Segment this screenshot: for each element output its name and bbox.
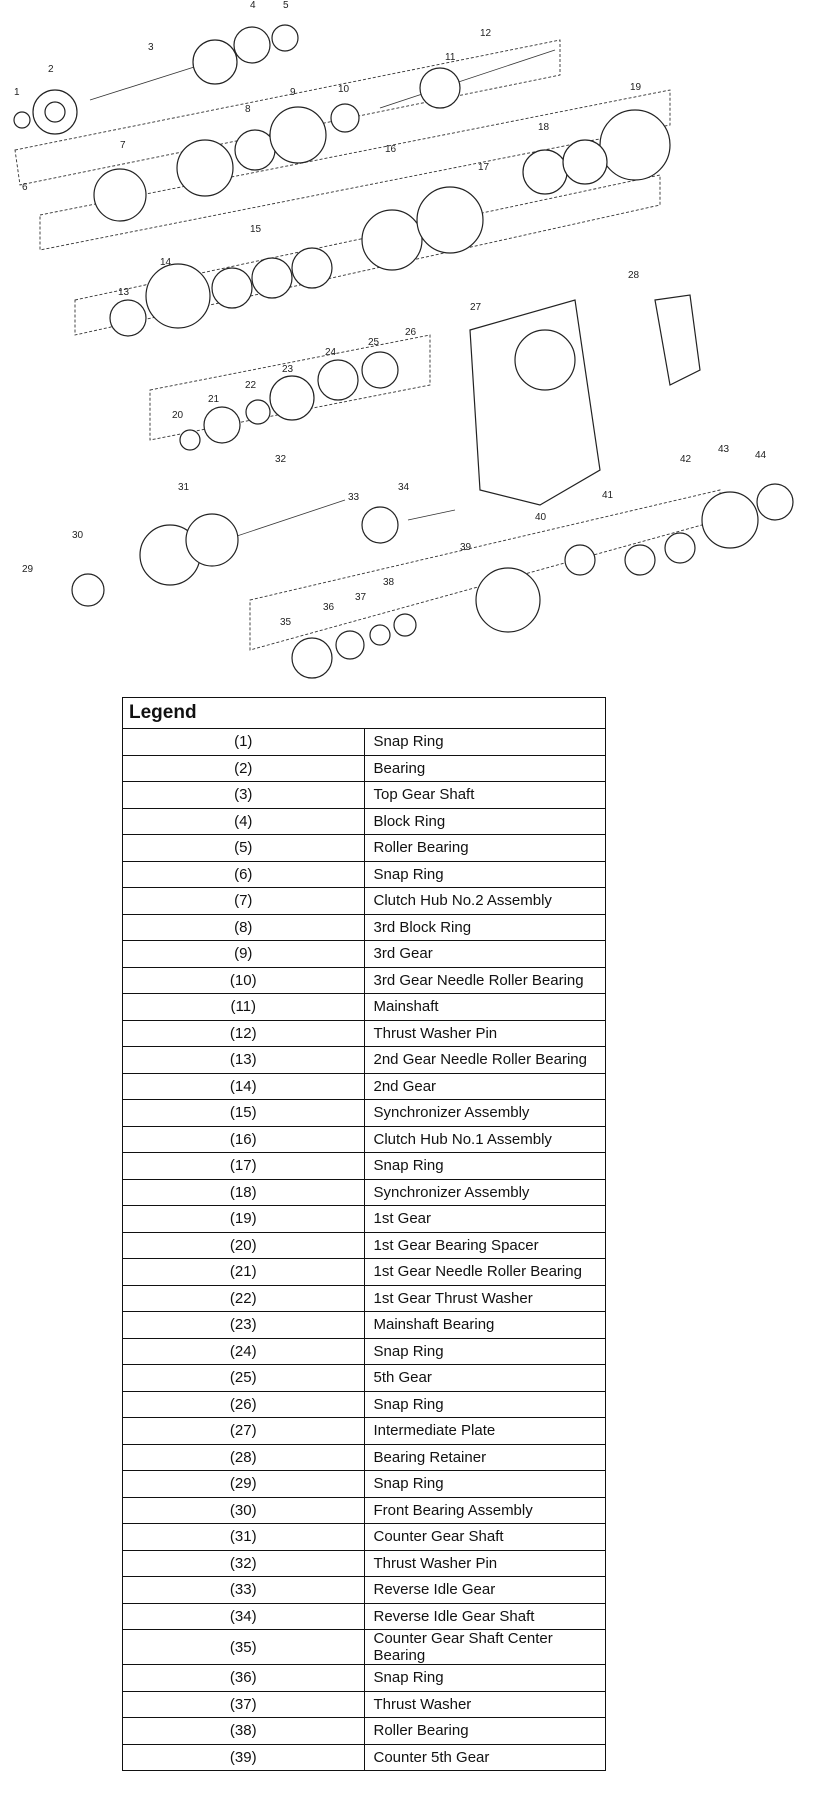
legend-number: (9) xyxy=(123,941,365,968)
callout-label: 20 xyxy=(172,410,184,421)
snap-ring-36-part xyxy=(336,631,364,659)
callout-label: 39 xyxy=(460,542,472,553)
callout-label: 38 xyxy=(383,577,395,588)
legend-number: (24) xyxy=(123,1338,365,1365)
callout-label: 43 xyxy=(718,444,730,455)
reverse-idle-gear-part xyxy=(362,507,398,543)
callout-label: 16 xyxy=(385,144,397,155)
synchronizer-ring-a xyxy=(212,268,252,308)
legend-number: (25) xyxy=(123,1365,365,1392)
legend-number: (28) xyxy=(123,1444,365,1471)
legend-row xyxy=(123,1100,606,1127)
sync-ring-part-2 xyxy=(563,140,607,184)
legend-number: (34) xyxy=(123,1603,365,1630)
legend-row xyxy=(123,1365,606,1392)
legend-number: (8) xyxy=(123,914,365,941)
first-needle-part xyxy=(204,407,240,443)
legend-number: (23) xyxy=(123,1312,365,1339)
legend-row xyxy=(123,1691,606,1718)
legend-number: (5) xyxy=(123,835,365,862)
callout-label: 42 xyxy=(680,454,692,465)
synchronizer-ring-c xyxy=(292,248,332,288)
legend-row xyxy=(123,1338,606,1365)
callout-label: 1 xyxy=(14,87,20,98)
legend-row xyxy=(123,1665,606,1692)
callout-label: 19 xyxy=(630,82,642,93)
second-gear-needle-part xyxy=(110,300,146,336)
callout-label: 10 xyxy=(338,84,350,95)
legend-description: Counter Gear Shaft Center Bearing xyxy=(364,1630,606,1665)
callout-label: 33 xyxy=(348,492,360,503)
legend-title: Legend xyxy=(123,698,606,729)
counter-fifth-gear-part xyxy=(476,568,540,632)
clutch-hub-no2-part xyxy=(94,169,146,221)
callout-label: 17 xyxy=(478,162,490,173)
legend-number: (11) xyxy=(123,994,365,1021)
snap-ring-24-part xyxy=(318,360,358,400)
callout-label: 18 xyxy=(538,122,550,133)
bearing-inner xyxy=(45,102,65,122)
bearing-retainer-part xyxy=(655,295,700,385)
callout-label: 15 xyxy=(250,224,262,235)
callout-label: 5 xyxy=(283,0,289,11)
legend-description: Snap Ring xyxy=(364,1665,606,1692)
part-42 xyxy=(702,492,758,548)
legend-description: Snap Ring xyxy=(364,861,606,888)
sleeve-part xyxy=(177,140,233,196)
legend-description: Intermediate Plate xyxy=(364,1418,606,1445)
legend-row xyxy=(123,1179,606,1206)
legend-row xyxy=(123,1718,606,1745)
legend-description: 2nd Gear Needle Roller Bearing xyxy=(364,1047,606,1074)
callout-label: 4 xyxy=(250,0,256,11)
synchronizer-ring-b xyxy=(252,258,292,298)
legend-number: (3) xyxy=(123,782,365,809)
legend-number: (10) xyxy=(123,967,365,994)
part-43 xyxy=(757,484,793,520)
legend-number: (38) xyxy=(123,1718,365,1745)
legend-number: (1) xyxy=(123,729,365,756)
legend-number: (21) xyxy=(123,1259,365,1286)
top-gear-shaft-gear xyxy=(193,40,237,84)
legend-row xyxy=(123,1047,606,1074)
legend-description: Front Bearing Assembly xyxy=(364,1497,606,1524)
callout-label: 13 xyxy=(118,287,130,298)
legend-description: Snap Ring xyxy=(364,1153,606,1180)
legend-number: (12) xyxy=(123,1020,365,1047)
legend-description: Roller Bearing xyxy=(364,835,606,862)
legend-description: Thrust Washer Pin xyxy=(364,1550,606,1577)
callout-label: 9 xyxy=(290,87,296,98)
callout-label: 41 xyxy=(602,490,614,501)
callout-label: 37 xyxy=(355,592,367,603)
legend-number: (37) xyxy=(123,1691,365,1718)
legend-row xyxy=(123,1285,606,1312)
legend-description: 3rd Gear Needle Roller Bearing xyxy=(364,967,606,994)
legend-number: (39) xyxy=(123,1744,365,1771)
callout-label: 8 xyxy=(245,104,251,115)
clutch-hub-no1-part xyxy=(362,210,422,270)
legend-description: Synchronizer Assembly xyxy=(364,1100,606,1127)
intermediate-plate-bore xyxy=(515,330,575,390)
legend-number: (17) xyxy=(123,1153,365,1180)
legend-description: 1st Gear Bearing Spacer xyxy=(364,1232,606,1259)
legend-description: 1st Gear xyxy=(364,1206,606,1233)
legend-description: Thrust Washer Pin xyxy=(364,1020,606,1047)
legend-row xyxy=(123,1020,606,1047)
legend-number: (31) xyxy=(123,1524,365,1551)
clutch-hub-no1-sleeve xyxy=(417,187,483,253)
callout-label: 31 xyxy=(178,482,190,493)
callout-label: 23 xyxy=(282,364,294,375)
legend-description: 2nd Gear xyxy=(364,1073,606,1100)
legend-number: (35) xyxy=(123,1630,365,1665)
legend-number: (27) xyxy=(123,1418,365,1445)
legend-number: (6) xyxy=(123,861,365,888)
callout-label: 36 xyxy=(323,602,335,613)
reverse-idle-shaft-part xyxy=(408,510,455,520)
legend-number: (4) xyxy=(123,808,365,835)
callout-label: 28 xyxy=(628,270,640,281)
legend-number: (19) xyxy=(123,1206,365,1233)
legend-row xyxy=(123,1444,606,1471)
first-gear-part xyxy=(600,110,670,180)
legend-row xyxy=(123,1126,606,1153)
callout-label: 40 xyxy=(535,512,547,523)
callout-label: 24 xyxy=(325,347,337,358)
legend-description: Top Gear Shaft xyxy=(364,782,606,809)
legend-number: (29) xyxy=(123,1471,365,1498)
legend-row xyxy=(123,941,606,968)
legend-row xyxy=(123,729,606,756)
callout-label: 21 xyxy=(208,394,220,405)
legend-description: Clutch Hub No.1 Assembly xyxy=(364,1126,606,1153)
legend-row xyxy=(123,1073,606,1100)
callout-label: 30 xyxy=(72,530,84,541)
legend-description: Roller Bearing xyxy=(364,1718,606,1745)
legend-description: Synchronizer Assembly xyxy=(364,1179,606,1206)
callout-label: 2 xyxy=(48,64,54,75)
callout-label: 6 xyxy=(22,182,28,193)
callout-label: 34 xyxy=(398,482,410,493)
legend-description: 3rd Gear xyxy=(364,941,606,968)
fifth-gear-part xyxy=(362,352,398,388)
callout-label: 14 xyxy=(160,257,172,268)
legend-description: 1st Gear Needle Roller Bearing xyxy=(364,1259,606,1286)
legend-row xyxy=(123,967,606,994)
legend-row xyxy=(123,1418,606,1445)
block-ring-part xyxy=(234,27,270,63)
legend-description: Mainshaft Bearing xyxy=(364,1312,606,1339)
legend-row xyxy=(123,1744,606,1771)
center-bearing-part xyxy=(292,638,332,678)
legend-row xyxy=(123,755,606,782)
legend-row xyxy=(123,861,606,888)
legend-description: Mainshaft xyxy=(364,994,606,1021)
legend-description: Reverse Idle Gear Shaft xyxy=(364,1603,606,1630)
legend-description: Bearing xyxy=(364,755,606,782)
legend-description: Reverse Idle Gear xyxy=(364,1577,606,1604)
legend-description: Snap Ring xyxy=(364,1391,606,1418)
legend-number: (33) xyxy=(123,1577,365,1604)
legend-number: (16) xyxy=(123,1126,365,1153)
callout-label: 44 xyxy=(755,450,767,461)
snap-ring-part xyxy=(14,112,30,128)
legend-row xyxy=(123,1577,606,1604)
sync-ring-part xyxy=(523,150,567,194)
legend-description: Thrust Washer xyxy=(364,1691,606,1718)
mainshaft-bearing-part xyxy=(270,376,314,420)
legend-row xyxy=(123,994,606,1021)
legend-number: (18) xyxy=(123,1179,365,1206)
callout-label: 32 xyxy=(275,454,287,465)
thrust-washer-37-part xyxy=(370,625,390,645)
callout-label: 25 xyxy=(368,337,380,348)
legend-row xyxy=(123,1312,606,1339)
third-gear-part xyxy=(270,107,326,163)
part-40 xyxy=(565,545,595,575)
legend-table xyxy=(122,697,606,1771)
legend-row xyxy=(123,1603,606,1630)
legend-number: (14) xyxy=(123,1073,365,1100)
legend-description: Clutch Hub No.2 Assembly xyxy=(364,888,606,915)
legend-row xyxy=(123,1259,606,1286)
diagram-canvas xyxy=(0,0,816,680)
legend-description: 1st Gear Thrust Washer xyxy=(364,1285,606,1312)
legend-description: 3rd Block Ring xyxy=(364,914,606,941)
legend-description: Bearing Retainer xyxy=(364,1444,606,1471)
legend-description: Snap Ring xyxy=(364,1471,606,1498)
legend-description: Counter 5th Gear xyxy=(364,1744,606,1771)
legend-row xyxy=(123,1391,606,1418)
callout-label: 27 xyxy=(470,302,482,313)
callout-label: 12 xyxy=(480,28,492,39)
legend-row xyxy=(123,1153,606,1180)
thrust-washer-part xyxy=(246,400,270,424)
callout-label: 11 xyxy=(445,52,456,63)
legend-description: Snap Ring xyxy=(364,729,606,756)
legend-number: (7) xyxy=(123,888,365,915)
legend-row xyxy=(123,1206,606,1233)
callout-label: 3 xyxy=(148,42,154,53)
legend-number: (32) xyxy=(123,1550,365,1577)
spacer-part xyxy=(180,430,200,450)
legend-row xyxy=(123,1524,606,1551)
front-bearing-part xyxy=(72,574,104,606)
legend-description: 5th Gear xyxy=(364,1365,606,1392)
legend-row xyxy=(123,1497,606,1524)
callout-label: 35 xyxy=(280,617,292,628)
counter-gear-b xyxy=(186,514,238,566)
legend-row xyxy=(123,1550,606,1577)
legend-row xyxy=(123,1630,606,1665)
legend-number: (20) xyxy=(123,1232,365,1259)
third-block-ring-part xyxy=(235,130,275,170)
legend-description: Block Ring xyxy=(364,808,606,835)
legend-number: (2) xyxy=(123,755,365,782)
callout-label: 29 xyxy=(22,564,34,575)
legend-row xyxy=(123,1471,606,1498)
intermediate-plate-part xyxy=(470,300,600,505)
legend-row xyxy=(123,888,606,915)
part-41b xyxy=(665,533,695,563)
roller-bearing-part xyxy=(272,25,298,51)
legend-number: (30) xyxy=(123,1497,365,1524)
legend-row xyxy=(123,782,606,809)
legend-description: Snap Ring xyxy=(364,1338,606,1365)
legend-number: (15) xyxy=(123,1100,365,1127)
top-gear-shaft-part xyxy=(90,62,210,100)
exploded-transmission-diagram xyxy=(0,0,816,680)
legend-number: (26) xyxy=(123,1391,365,1418)
legend-row xyxy=(123,914,606,941)
legend-number: (36) xyxy=(123,1665,365,1692)
legend-description: Counter Gear Shaft xyxy=(364,1524,606,1551)
part-41a xyxy=(625,545,655,575)
mainshaft-flange xyxy=(420,68,460,108)
legend-number: (22) xyxy=(123,1285,365,1312)
needle-bearing-part xyxy=(331,104,359,132)
legend-row xyxy=(123,835,606,862)
callout-label: 7 xyxy=(120,140,126,151)
legend-number: (13) xyxy=(123,1047,365,1074)
legend-row xyxy=(123,808,606,835)
second-gear-part xyxy=(146,264,210,328)
callout-label: 26 xyxy=(405,327,417,338)
roller-bearing-38-part xyxy=(394,614,416,636)
legend-row xyxy=(123,1232,606,1259)
callout-label: 22 xyxy=(245,380,257,391)
